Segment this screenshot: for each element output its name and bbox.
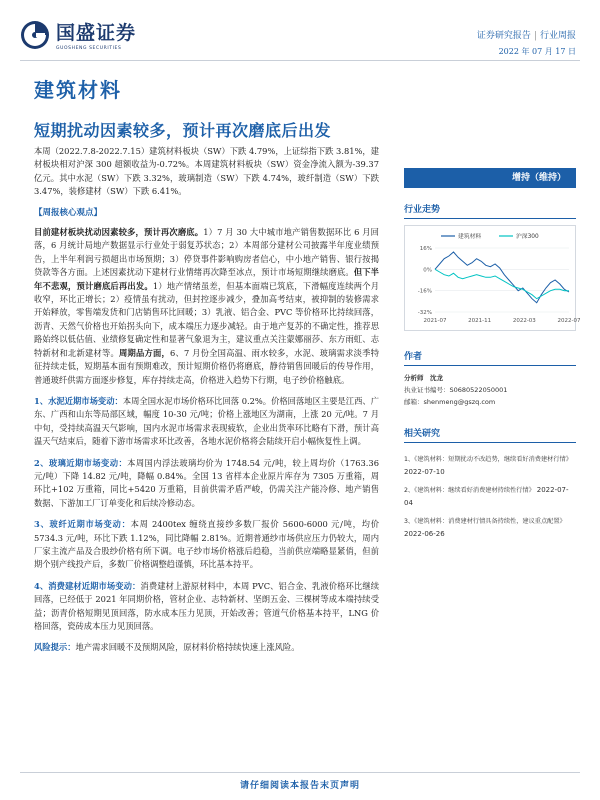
header-separator: | — [533, 31, 537, 41]
fiberglass-text: 本周 2400tex 缠绕直接纱多数厂报价 5600-6000 元/吨，均价 5734.3 元/吨，环比下跌 1.12%，同比降幅 2.81%。近期普通纱市场供应压力仍较大，周内厂家主流产品及合股纱价格有所下调。电子纱市场价格涨后趋稳，当前供应端略显紧俏，但前期个别产线投产后，多数厂价格调整趋谨慎，环比基本持平。 — [34, 519, 379, 570]
brand-name-cn: 国盛证券 — [56, 22, 137, 44]
trend-chart — [404, 225, 581, 331]
x-tick-label: 2022-03 — [512, 318, 536, 324]
sector-title: 建筑材料 — [34, 78, 122, 102]
related-date: 2022-07-04 — [404, 486, 569, 507]
related-date: 2022-06-26 — [404, 530, 445, 538]
related-title: 相关研究 — [404, 426, 576, 443]
report-date: 2022 年 07 月 17 日 — [498, 47, 576, 56]
related-title-text: 《建筑材料：消费建材行情具备持续性，建议重点配置》 — [414, 518, 566, 525]
weekly-summary: 本周（2022.7.8-2022.7.15）建筑材料板块（SW）下跌 4.79%，上证综指下跌 3.81%，建材板块相对沪深 300 超额收益为-0.72%。本周建筑材料板块（SW）资金净流入额为-39.37 亿元。其中水泥（SW）下跌 3.32%，玻璃制造（SW）下跌 4.74%，玻纤制造（SW）下跌 3.47%，装修建材（SW）下跌 6.41%。 — [34, 146, 380, 197]
x-tick-label: 2022-07 — [557, 318, 581, 324]
sidebar — [404, 168, 581, 546]
risk-text: 地产需求回暖不及预期风险，原材料价格持续快速上涨风险。 — [75, 642, 300, 653]
related-date: 2022-07-10 — [404, 468, 445, 476]
glass-label: 2、玻璃近期市场变动： — [34, 457, 128, 468]
x-tick-label: 2021-11 — [468, 318, 492, 324]
core-lead-3: 周期品方面， — [119, 347, 171, 358]
core-body-1: 1）7 月 30 大中城市地产销售数据环比 6 月回落，6 月统计局地产数据显示行业处于弱复苏状态；2）本周部分建材公司披露半年度业绩预告，上半年利润亏损超出市场预期；3）停贷事件影响购房者信心，中小地产销售、银行按揭贷款等各方面。上述因素扰动下建材行业情绪再次降至冰点，预计市场短期继续磨底。 — [34, 227, 379, 278]
analyst-info — [404, 372, 576, 408]
fiberglass-paragraph — [34, 518, 379, 572]
cement-paragraph — [34, 395, 379, 449]
core-body-3: 6、7 月份全国高温、雨水较多，水泥、玻璃需求淡季特征持续走低，短期基本面有预期难改，预计短期价格仍将磨底，静待销售回暖后的传导作用，普通玻纤供需方面逐步修复，库存持续走高，价格进入趋势下行期，电子纱价格触底。 — [34, 347, 379, 385]
section-title: 【周报核心观点】 — [34, 207, 103, 218]
analyst-title: 作者 — [404, 349, 576, 366]
main-column — [34, 145, 379, 663]
brand-name-en: GUOSHENG SECURITIES — [56, 46, 122, 51]
trend-chart-svg — [405, 226, 581, 332]
cement-text: 本周全国水泥市场价格环比回落 0.2%。价格回落地区主要是江西、广东、广西和山东等局部区域，幅度 10-30 元/吨；价格上涨地区为湖南，上涨 20 元/吨。7 月中旬，受持续高温天气影响，国内水泥市场需求表现疲软，企业出货率环比略有下滑，预计高温天气结束后，随着下游市场需求环比改善，各地水泥价格将会陆续开启小幅恢复性上调。 — [34, 395, 380, 447]
core-view-paragraph — [34, 226, 379, 387]
related-num: 2、 — [404, 487, 415, 494]
report-headline: 短期扰动因素较多，预计再次磨底后出发 — [34, 121, 332, 140]
risk-paragraph — [34, 641, 379, 654]
trend-title: 行业走势 — [404, 202, 576, 219]
y-tick-label: 16% — [419, 246, 432, 252]
report-meta — [477, 28, 576, 41]
related-num: 3、 — [404, 518, 415, 525]
x-tick-label: 2021-07 — [423, 318, 447, 324]
consumer-label: 4、消费建材近期市场变动： — [34, 580, 141, 591]
rating-badge: 增持（维持） — [404, 168, 576, 188]
core-body-2: 1）地产情绪虽差，但基本面端已筑底，下滑幅度连续两个月收窄，环比正增长；2）疫情虽有扰动，但封控逐步减少，叠加高考结束，被抑制的装修需求开始释放，零售端发货和门店销售环比回暖；3）乳液、铝合金、PVC 等价格环比持续回落，沥青、天然气价格也开始拐头向下，成本端压力逐步减轻。由于地产复苏的不确定性，推荐思路始终以低估值、业绩修复确定性和显著气象退为主，建议重点关注蒙娜丽莎、东方雨虹、志特新材和北新建材等。 — [34, 280, 379, 358]
glass-paragraph — [34, 457, 379, 511]
related-title-text: 《建筑材料：短期扰动不改趋势，继续看好消费建材行情》 — [414, 456, 572, 463]
consumer-paragraph — [34, 580, 379, 634]
y-tick-label: 0% — [423, 267, 432, 274]
core-lead-2: 但下半年不悲观，预计磨底后再出发。 — [34, 267, 379, 291]
analyst-email[interactable]: 邮箱：shenmeng@gszq.com — [404, 398, 496, 406]
legend-label: 沪深300 — [516, 234, 539, 240]
report-category: 行业周报 — [539, 31, 576, 41]
legend-label: 建筑材料 — [458, 234, 482, 240]
y-tick-label: -16% — [417, 288, 432, 295]
analyst-cert: 执业证书编号：S0680522050001 — [404, 386, 508, 394]
related-title-text: 《建筑材料：继续看好消费建材持续性行情》 — [414, 487, 535, 494]
glass-text: 本周国内浮法玻璃均价为 1748.54 元/吨，较上周均价（1763.36 元/吨）下降 14.82 元/吨，降幅 0.84%。全国 13 省样本企业原片库存为 7305 万重箱，周环比+102 万重箱，同比+5420 万重箱，目前供需矛盾严峻，仍需关注产能冷修、地产销售数据、下游加工厂订单变化和后续冷修动态。 — [34, 457, 379, 508]
y-tick-label: -32% — [417, 310, 432, 316]
consumer-text: 消费建材上游原材料中，本周 PVC、铝合金、乳液价格环比继续回落，已经低于 2021 年同期价格，管材企业、志特新材、坚朗五金、三棵树等成本端持续受益；沥青价格短期见顶回落，防水成本压力见顶，开始改善；管道气价格基本持平，LNG 价格回落，瓷砖成本压力见顶回落。 — [34, 580, 379, 631]
related-item[interactable] — [404, 484, 576, 510]
series-line-building-materials — [435, 252, 569, 303]
related-item[interactable] — [404, 453, 576, 479]
related-num: 1、 — [404, 456, 415, 463]
risk-label: 风险提示： — [34, 642, 76, 653]
header-divider — [20, 60, 580, 61]
analyst-name: 分析师 沈龙 — [404, 374, 443, 382]
brand-logo — [20, 18, 136, 51]
related-list — [404, 453, 576, 541]
cement-label: 1、水泥近期市场变动： — [34, 395, 123, 406]
brand-logo-icon — [20, 20, 50, 50]
related-item[interactable] — [404, 515, 576, 541]
report-type: 证券研究报告 — [476, 31, 531, 41]
fiberglass-label: 3、玻纤近期市场变动： — [34, 519, 131, 530]
core-lead: 目前建材板块扰动因素较多，预计再次磨底。 — [34, 227, 204, 238]
footer-divider — [20, 772, 580, 773]
footer-disclaimer: 请仔细阅读本报告末页声明 — [239, 781, 360, 791]
